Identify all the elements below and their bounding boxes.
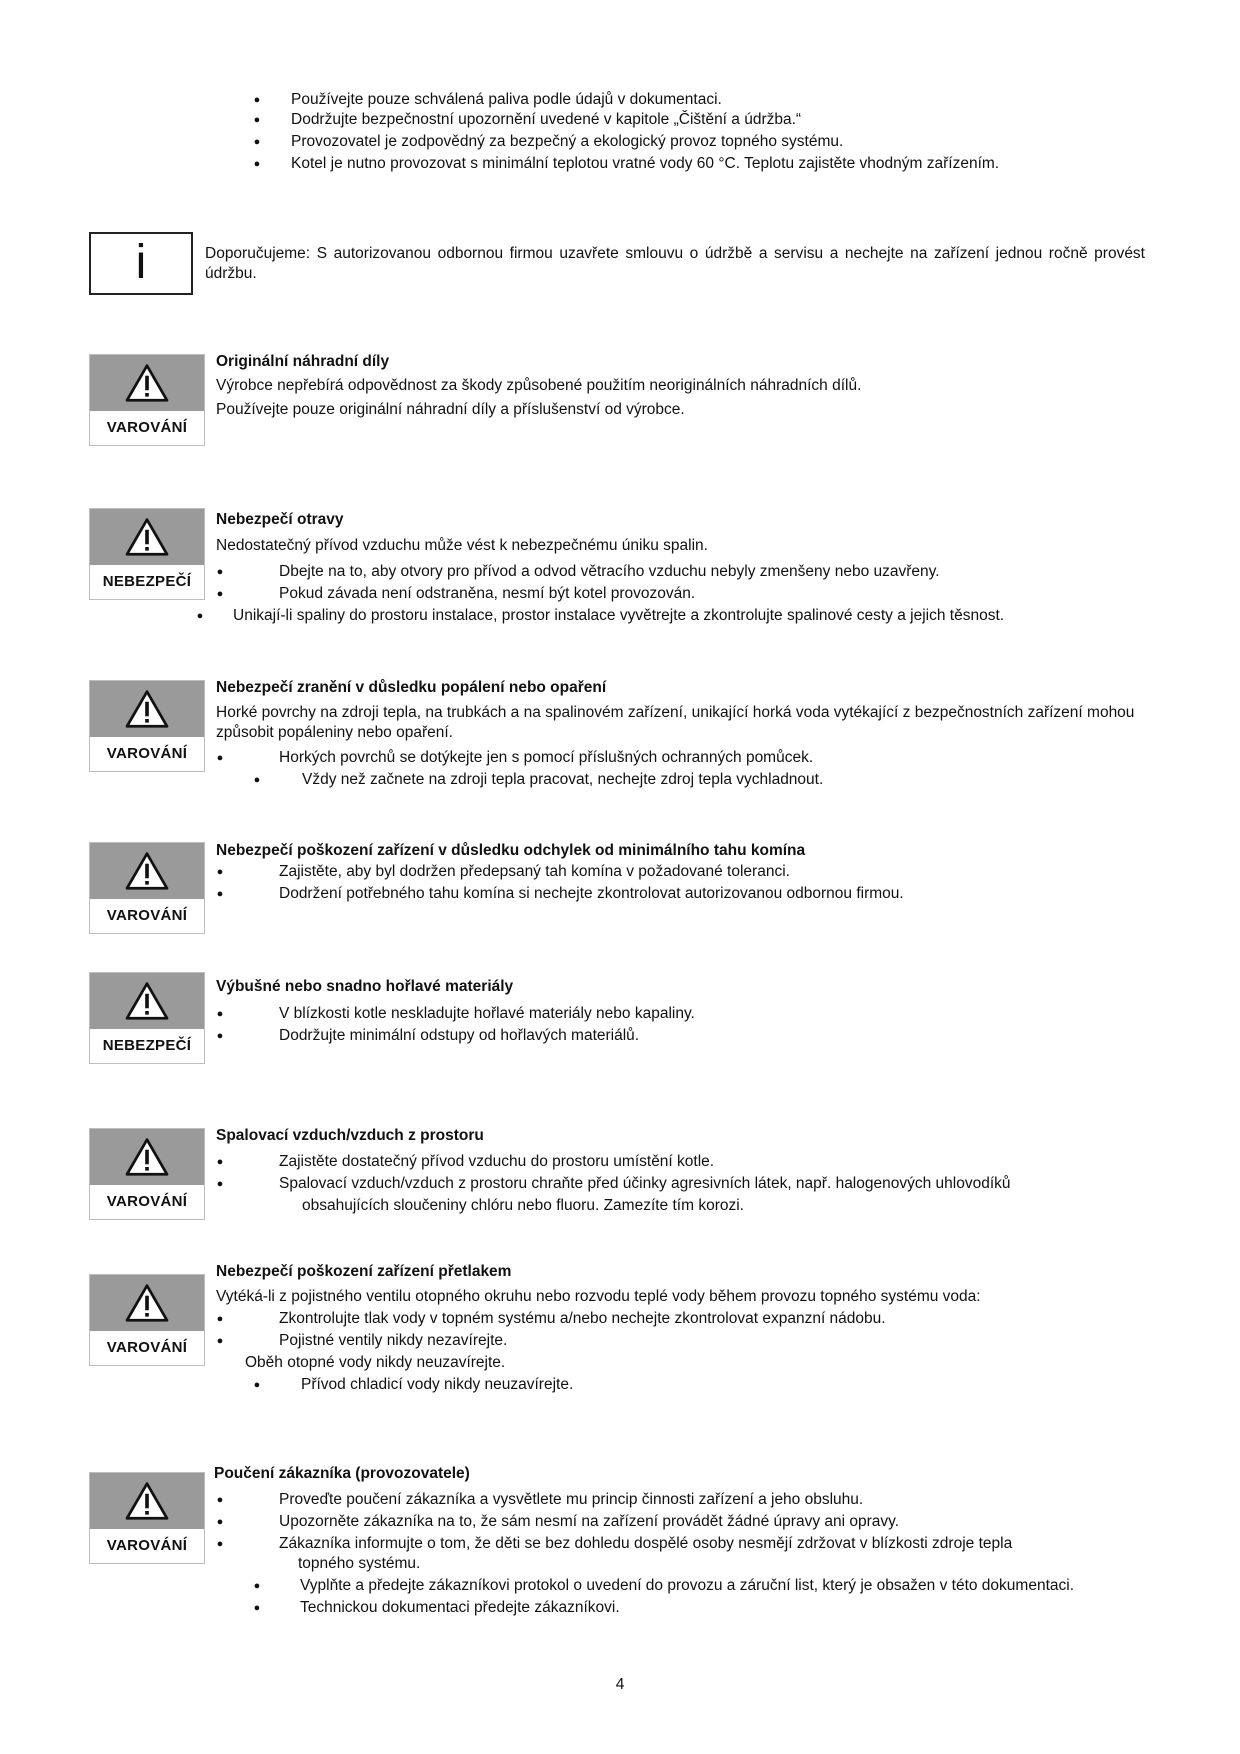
bullet: ● [216,888,224,900]
warning-badge [89,1472,205,1564]
bullet: ● [253,1580,261,1592]
bullet: ● [196,610,204,622]
bullet: ● [216,752,224,764]
bullet: ● [216,588,224,600]
bullet: ● [253,774,261,786]
section-title: Nebezpečí poškození zařízení přetlakem [216,1263,512,1280]
bullet: ● [216,1494,224,1506]
info-icon: i [135,236,147,289]
info-text: Doporučujeme: S autorizovanou odbornou firmou uzavřete smlouvu o údržbě a servisu a nechejte na zařízení jednou ročně provést údržbu. [205,245,1145,282]
section-bullet-text: Zajistěte dostatečný přívod vzduchu do prostoru umístění kotle. [279,1153,715,1170]
warning-badge [89,354,205,446]
warning-label: VAROVÁNÍ [106,1537,188,1554]
warning-triangle-icon [124,689,170,729]
section-bullet-text: Zkontrolujte tlak vody v topném systému a/nebo nechejte zkontrolovat expanzní nádobu. [279,1310,886,1327]
section-bullet-text: V blízkosti kotle neskladujte hořlavé materiály nebo kapaliny. [279,1005,695,1022]
section-bullet-text: Pojistné ventily nikdy nezavírejte. [279,1332,508,1349]
danger-badge [89,972,205,1064]
bullet: ● [253,158,261,170]
section-title: Výbušné nebo snadno hořlavé materiály [216,978,514,995]
bullet: ● [216,1178,224,1190]
bullet: ● [253,94,261,106]
info-box [89,232,193,295]
section-bullet-text: Pokud závada není odstraněna, nesmí být kotel provozován. [279,585,696,602]
section-bullet-text: Upozorněte zákazníka na to, že sám nesmí na zařízení provádět žádné úpravy ani opravy. [279,1513,900,1530]
section-bullet-text: Proveďte poučení zákazníka a vysvětlete mu princip činnosti zařízení a jeho obsluhu. [279,1491,864,1508]
section-bullet-text: Spalovací vzduch/vzduch z prostoru chraňte před účinky agresivních látek, např. halogenových uhlovodíků [279,1175,1011,1192]
section-bullet-text: Oběh otopné vody nikdy neuzavírejte. [245,1354,506,1371]
section-title: Nebezpečí poškození zařízení v důsledku odchylek od minimálního tahu komína [216,842,806,859]
section-text: Vytéká-li z pojistného ventilu otopného okruhu nebo rozvodu teplé vody během provozu topného systému voda: [216,1288,981,1305]
bullet: ● [216,1538,224,1550]
section-bullet-text: Zajistěte, aby byl dodržen předepsaný tah komína v požadované toleranci. [279,863,790,880]
warning-triangle-icon [124,363,170,403]
bullet: ● [216,1008,224,1020]
bullet: ● [253,1602,261,1614]
section-bullet-text: Dbejte na to, aby otvory pro přívod a odvod větracího vzduchu nebyly zmenšeny nebo uzavřeny. [279,563,940,580]
bullet: ● [253,1379,261,1391]
warning-label: VAROVÁNÍ [106,907,188,924]
bullet: ● [216,1156,224,1168]
danger-label: NEBEZPEČÍ [102,1037,192,1054]
section-title: Nebezpečí otravy [216,511,344,528]
section-title: Poučení zákazníka (provozovatele) [214,1465,470,1482]
bullet: ● [216,866,224,878]
warning-badge [89,1274,205,1366]
section-title: Originální náhradní díly [216,353,390,370]
section-bullet-text: Přívod chladicí vody nikdy neuzavírejte. [301,1376,574,1393]
section-bullet-text: Unikají-li spaliny do prostoru instalace, prostor instalace vyvětrejte a zkontrolujte spalinové cesty a jejich těsnost. [233,607,1005,624]
warning-triangle-icon [124,1481,170,1521]
intro-item: Kotel je nutno provozovat s minimální teplotou vratné vody 60 °C. Teplotu zajistěte vhodným zařízením. [291,155,1000,172]
page-number: 4 [615,1676,625,1693]
section-text: Horké povrchy na zdroji tepla, na trubkách a na spalinovém zařízení, unikající horká voda vytékající z bezpečnostních zařízení mohou způsobit popáleniny nebo opaření. [216,704,1135,741]
bullet: ● [216,1516,224,1528]
section-text: Výrobce nepřebírá odpovědnost za škody způsobené použitím neoriginálních náhradních dílů. [216,377,862,394]
section-bullet-text: Horkých povrchů se dotýkejte jen s pomocí příslušných ochranných pomůcek. [279,749,814,766]
section-title: Spalovací vzduch/vzduch z prostoru [216,1127,484,1144]
danger-label: NEBEZPEČÍ [102,573,192,590]
warning-triangle-icon [124,1283,170,1323]
bullet: ● [216,1313,224,1325]
section-bullet-text: Dodržujte minimální odstupy od hořlavých materiálů. [279,1027,640,1044]
warning-triangle-icon [124,851,170,891]
intro-item: Provozovatel je zodpovědný za bezpečný a ekologický provoz topného systému. [291,133,844,150]
section-text: Nedostatečný přívod vzduchu může vést k nebezpečnému úniku spalin. [216,537,708,554]
bullet: ● [216,566,224,578]
warning-label: VAROVÁNÍ [106,1193,188,1210]
section-title: Nebezpečí zranění v důsledku popálení nebo opaření [216,679,607,696]
warning-triangle-icon [124,517,170,557]
warning-triangle-icon [124,981,170,1021]
warning-triangle-icon [124,1137,170,1177]
section-bullet-text: Zákazníka informujte o tom, že děti se bez dohledu dospělé osoby nesmějí zdržovat v blízkosti zdroje tepla [279,1535,1013,1552]
section-text: Používejte pouze originální náhradní díly a příslušenství od výrobce. [216,401,685,418]
bullet: ● [253,114,261,126]
section-bullet-text: Technickou dokumentaci předejte zákazníkovi. [300,1599,620,1616]
intro-item: Používejte pouze schválená paliva podle údajů v dokumentaci. [291,91,722,108]
warning-label: VAROVÁNÍ [106,1339,188,1356]
section-bullet-text: Vyplňte a předejte zákazníkovi protokol o uvedení do provozu a záruční list, který je obsažen v této dokumentaci. [300,1577,1075,1594]
intro-item: Dodržujte bezpečnostní upozornění uvedené v kapitole „Čištění a údržba.“ [291,111,802,128]
section-bullet-text: obsahujících sloučeniny chlóru nebo fluoru. Zamezíte tím korozi. [302,1197,744,1214]
section-bullet-text: Vždy než začnete na zdroji tepla pracovat, nechejte zdroj tepla vychladnout. [302,771,824,788]
danger-badge [89,508,205,600]
warning-label: VAROVÁNÍ [106,745,188,762]
warning-badge [89,842,205,934]
bullet: ● [216,1030,224,1042]
warning-badge [89,1128,205,1220]
bullet: ● [253,136,261,148]
warning-label: VAROVÁNÍ [106,419,188,436]
bullet: ● [216,1335,224,1347]
section-bullet-text: topného systému. [298,1555,421,1572]
warning-badge [89,680,205,772]
section-bullet-text: Dodržení potřebného tahu komína si nechejte zkontrolovat autorizovanou odbornou firmou. [279,885,904,902]
